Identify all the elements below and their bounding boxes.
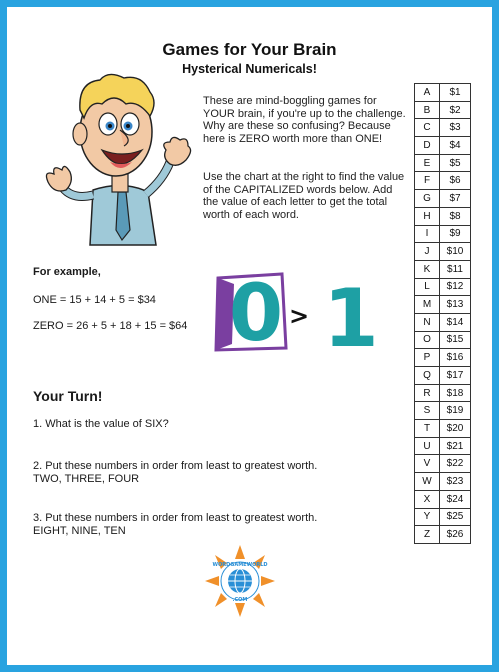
- chart-value: $6: [440, 172, 471, 190]
- chart-value: $3: [440, 119, 471, 137]
- chart-row: [415, 402, 471, 420]
- chart-row: [415, 349, 471, 367]
- chart-value: $17: [440, 367, 471, 385]
- chart-value: $25: [440, 508, 471, 526]
- chart-row: [415, 420, 471, 438]
- chart-row: [415, 243, 471, 261]
- chart-letter: H: [415, 207, 440, 225]
- chart-letter: X: [415, 490, 440, 508]
- chart-letter: V: [415, 455, 440, 473]
- chart-letter: Z: [415, 526, 440, 544]
- chart-letter: T: [415, 420, 440, 438]
- one-numeral-graphic: [318, 276, 384, 352]
- chart-letter: C: [415, 119, 440, 137]
- chart-row: [415, 313, 471, 331]
- chart-row: [415, 367, 471, 385]
- chart-value: $5: [440, 154, 471, 172]
- chart-letter: E: [415, 154, 440, 172]
- chart-row: [415, 190, 471, 208]
- question-2-prompt: 2. Put these numbers in order from least to greatest worth.: [33, 460, 318, 472]
- cartoon-character-illustration: [38, 70, 198, 250]
- logo-text-top: WORDGAMEWORLD: [212, 562, 268, 568]
- chart-row: [415, 207, 471, 225]
- chart-letter: A: [415, 84, 440, 102]
- zero-numeral: 0: [228, 272, 284, 352]
- question-3: [33, 512, 317, 537]
- chart-letter: O: [415, 331, 440, 349]
- chart-row: [415, 101, 471, 119]
- chart-value: $26: [440, 526, 471, 544]
- chart-letter: Y: [415, 508, 440, 526]
- chart-letter: G: [415, 190, 440, 208]
- example-line-zero: ZERO = 26 + 5 + 18 + 15 = $64: [33, 320, 188, 332]
- question-2: [33, 460, 317, 485]
- your-turn-heading: Your Turn!: [33, 388, 103, 404]
- question-1: 1. What is the value of SIX?: [33, 418, 169, 430]
- chart-letter: F: [415, 172, 440, 190]
- chart-row: [415, 473, 471, 491]
- example-line-one: ONE = 15 + 14 + 5 = $34: [33, 294, 156, 306]
- chart-letter: U: [415, 437, 440, 455]
- example-heading: For example,: [33, 266, 101, 278]
- chart-letter: Q: [415, 367, 440, 385]
- chart-row: [415, 154, 471, 172]
- page-title: Games for Your Brain: [162, 40, 337, 59]
- chart-row: [415, 455, 471, 473]
- chart-value: $7: [440, 190, 471, 208]
- chart-letter: P: [415, 349, 440, 367]
- question-2-words: TWO, THREE, FOUR: [33, 472, 140, 485]
- chart-value: $21: [440, 437, 471, 455]
- chart-row: [415, 296, 471, 314]
- chart-value: $13: [440, 296, 471, 314]
- chart-value: $10: [440, 243, 471, 261]
- letter-value-chart: [414, 83, 471, 544]
- zero-numeral-graphic: [212, 272, 290, 352]
- chart-row: [415, 526, 471, 544]
- chart-row: [415, 437, 471, 455]
- chart-row: [415, 137, 471, 155]
- chart-row: [415, 508, 471, 526]
- chart-letter: N: [415, 313, 440, 331]
- chart-value: $14: [440, 313, 471, 331]
- question-3-prompt: 3. Put these numbers in order from least to greatest worth.: [33, 512, 318, 524]
- chart-row: [415, 331, 471, 349]
- chart-value: $11: [440, 260, 471, 278]
- question-3-words: EIGHT, NINE, TEN: [33, 524, 126, 537]
- chart-value: $24: [440, 490, 471, 508]
- intro-paragraph-1: These are mind-boggling games for YOUR brain, if you're up to the challenge. Why are these so confusing? Because here is ZERO worth more than ONE!: [203, 95, 406, 145]
- chart-letter: B: [415, 101, 440, 119]
- greater-than-symbol: >: [289, 302, 310, 330]
- chart-letter: D: [415, 137, 440, 155]
- chart-letter: K: [415, 260, 440, 278]
- chart-row: [415, 384, 471, 402]
- chart-value: $18: [440, 384, 471, 402]
- chart-letter: S: [415, 402, 440, 420]
- chart-row: [415, 225, 471, 243]
- chart-value: $15: [440, 331, 471, 349]
- chart-letter: L: [415, 278, 440, 296]
- chart-letter: W: [415, 473, 440, 491]
- chart-value: $8: [440, 207, 471, 225]
- chart-value: $4: [440, 137, 471, 155]
- chart-row: [415, 260, 471, 278]
- chart-letter: R: [415, 384, 440, 402]
- logo-text-bottom: .COM: [232, 597, 248, 603]
- wordgameworld-logo: [205, 545, 275, 617]
- chart-value: $9: [440, 225, 471, 243]
- chart-letter: M: [415, 296, 440, 314]
- chart-value: $1: [440, 84, 471, 102]
- page-subtitle: Hysterical Numericals!: [182, 62, 317, 76]
- chart-row: [415, 172, 471, 190]
- chart-value: $16: [440, 349, 471, 367]
- chart-value: $23: [440, 473, 471, 491]
- chart-value: $22: [440, 455, 471, 473]
- chart-value: $19: [440, 402, 471, 420]
- chart-row: [415, 119, 471, 137]
- chart-row: [415, 84, 471, 102]
- chart-value: $12: [440, 278, 471, 296]
- chart-letter: I: [415, 225, 440, 243]
- chart-value: $2: [440, 101, 471, 119]
- intro-paragraph-2: Use the chart at the right to find the value of the CAPITALIZED words below. Add the value of each letter to get the total worth of each word.: [203, 171, 405, 221]
- one-numeral: 1: [323, 276, 379, 352]
- chart-row: [415, 490, 471, 508]
- chart-row: [415, 278, 471, 296]
- chart-letter: J: [415, 243, 440, 261]
- chart-value: $20: [440, 420, 471, 438]
